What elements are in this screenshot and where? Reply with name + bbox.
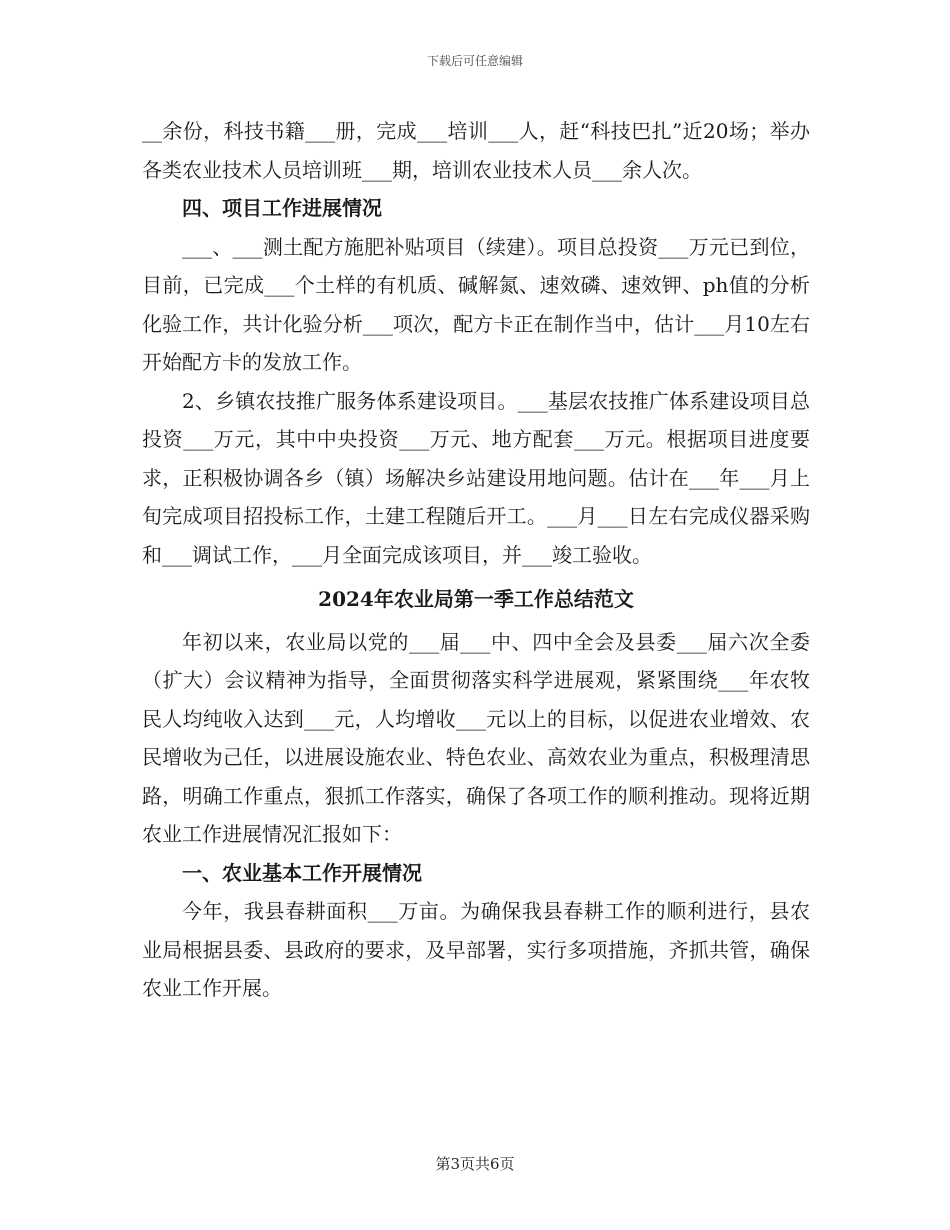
page-number: 第3页共6页 (435, 1155, 515, 1173)
section-heading-project-progress: 四、项目工作进展情况 (182, 196, 382, 220)
page-header-note: 下载后可任意编辑 (426, 54, 523, 68)
paragraph-spring-plowing: 今年，我县春耕面积___万亩。为确保我县春耕工作的顺利进行，县农业局根据县委、县政府的要求，及早部署，实行多项措施，齐抓共管，确保农业工作开展。 (142, 899, 810, 1000)
document-body (142, 112, 810, 1008)
paragraph-intro: 年初以来，农业局以党的___届___中、四中全会及县委___届六次全委（扩大）会议精神为指导，全面贯彻落实科学进展观，紧紧围绕___年农牧民人均纯收入达到___元，人均增收___元以上的目标，以促进农业增效、农民增收为己任，以进展设施农业、特色农业、高效农业为重点，积极理清思路，明确工作重点，狠抓工作落实，确保了各项工作的顺利推动。现将近期农业工作进展情况汇报如下： (142, 629, 810, 846)
section-heading-basic-work: 一、农业基本工作开展情况 (182, 860, 422, 885)
paragraph-soil-testing-project: ___、___测土配方施肥补贴项目（续建）。项目总投资___万元已到位，目前，已完成___个土样的有机质、碱解氮、速效磷、速效钾、ph值的分析化验工作，共计化验分析___项次，配方卡正在制作当中，估计___月10左右开始配方卡的发放工作。 (142, 234, 810, 374)
paragraph-extension-system-project: 2、乡镇农技推广服务体系建设项目。___基层农技推广体系建设项目总投资___万元，其中中央投资___万元、地方配套___万元。根据项目进度要求，正积极协调各乡（镇）场解决乡站建设用地问题。估计在___年___月上旬完成项目招投标工作，土建工程随后开工。___月___日左右完成仪器采购和___调试工作，___月全面完成该项目，并___竣工验收。 (142, 388, 810, 567)
document-title: 2024年农业局第一季工作总结范文 (318, 587, 634, 611)
paragraph-continued: __余份，科技书籍___册，完成___培训___人，赶“科技巴扎”近20场；举办各类农业技术人员培训班___期，培训农业技术人员___余人次。 (142, 119, 810, 182)
